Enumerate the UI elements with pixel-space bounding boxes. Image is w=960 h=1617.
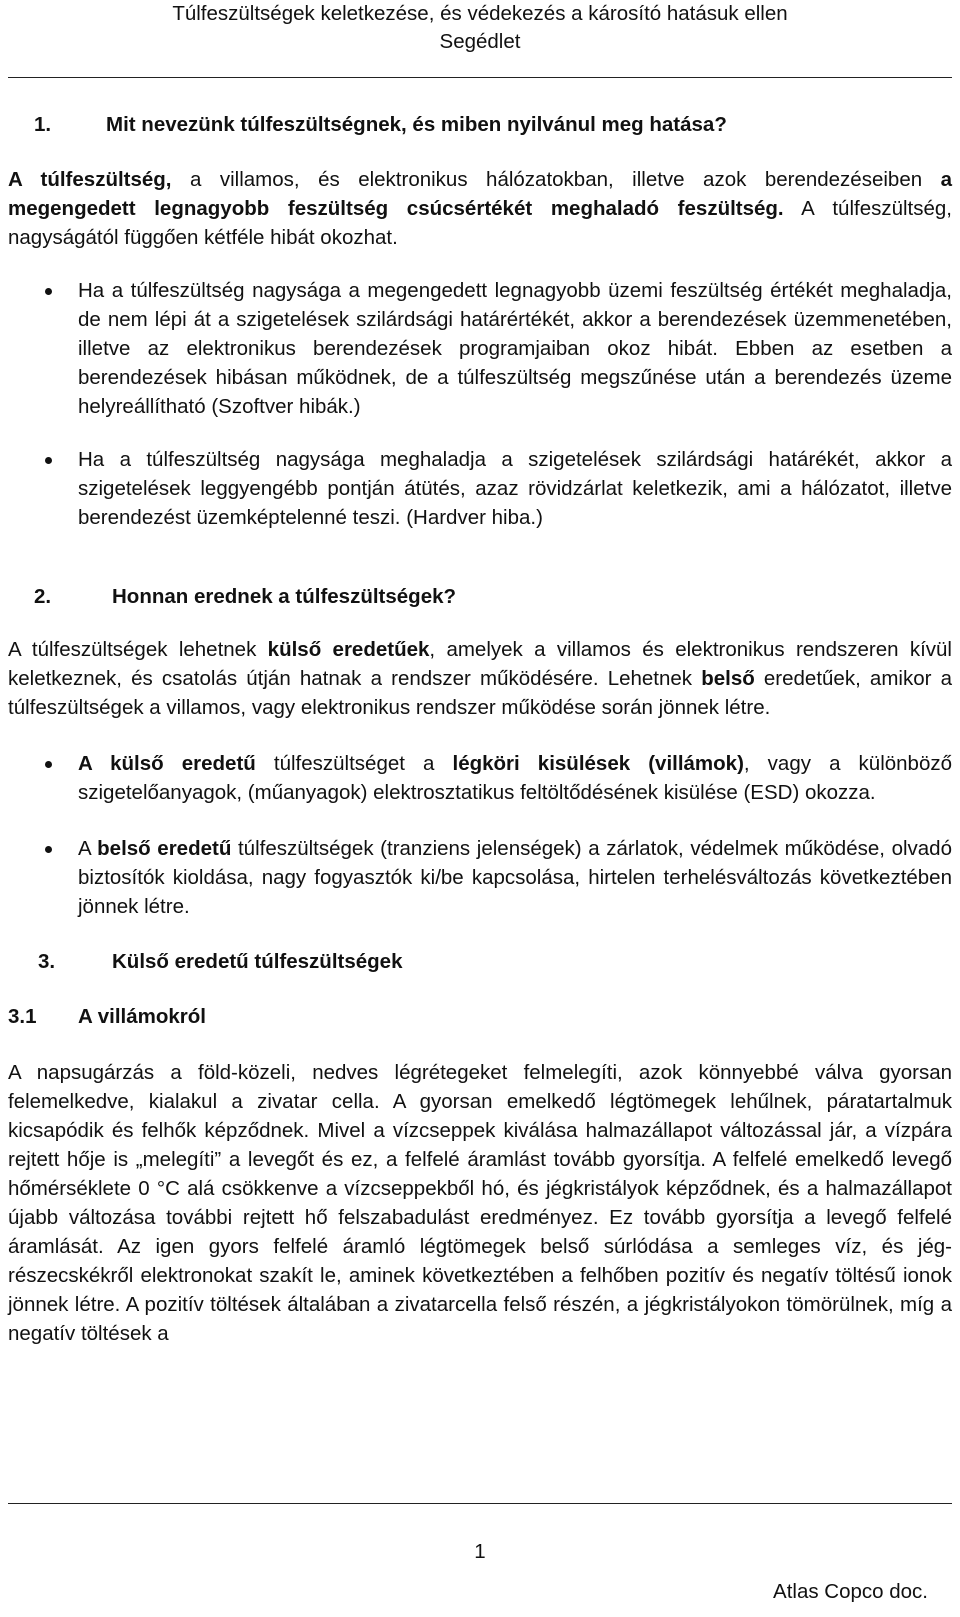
bullet-icon bbox=[8, 445, 78, 532]
bullet-icon bbox=[8, 834, 78, 921]
text: A túlfeszültség, nagyságától függően kétféle hibát okozhat. bbox=[8, 197, 953, 249]
section-2-heading bbox=[8, 582, 952, 611]
header-rule bbox=[8, 77, 952, 78]
bullet-text bbox=[78, 749, 952, 807]
bold-text: a megengedett legnagyobb feszültség csúcsértékét meghaladó feszültség. bbox=[8, 168, 952, 220]
header-title: Túlfeszültségek keletkezése, és védekezés a károsító hatásuk ellen bbox=[172, 2, 788, 25]
section-3-1-number: 3.1 bbox=[8, 1005, 37, 1028]
section-2-title: Honnan erednek a túlfeszültségek? bbox=[112, 585, 457, 608]
section-3-1-paragraph: A napsugárzás a föld-közeli, nedves légrétegeket felmelegíti, azok könnyebbé válva gyorsan felemelkedve, kialakul a zivatar cella. A gyorsan emelkedő légtömegek lehűlnek, páratartalmuk kicsapódik és felhők képződnek. Mivel a vízcseppek kiválása halmazállapot változással jár, a vízpára rejtett hője is „melegíti” a levegőt és ez, a felfelé áramlást tovább gyorsítja. A felfelé emelkedő levegő hőmérséklete 0 °C alá csökkenve a vízcseppekből hó, és jégkristályok képződnek, és a halmazállapot újabb változása további rejtett hő felszabadulást eredményez. Ez tovább gyorsítja a levegő felfelé áramlását. Az igen gyors felfelé áramló légtömegek belső súrlódása a semleges víz, és jég-részecskékről elektronokat szakít le, aminek következtében a felhőben pozitív és negatív töltésű ionok jönnek létre. A pozitív töltések általában a zivatarcella felső részén, a jégkristályokon tömörülnek, míg a negatív töltések a bbox=[8, 1061, 952, 1345]
text: túlfeszültséget a bbox=[255, 752, 453, 775]
bold-text: külső eredetűek bbox=[267, 638, 430, 661]
text: A túlfeszültségek lehetnek bbox=[8, 638, 268, 661]
section-1-title: Mit nevezünk túlfeszültségnek, és miben nyilvánul meg hatása? bbox=[106, 113, 727, 136]
section-1-number: 1. bbox=[34, 113, 52, 136]
section-3-1-title: A villámokról bbox=[78, 1005, 206, 1028]
text: , amelyek a villamos és elektronikus rendszeren kívül keletkeznek, és csatolás útján hatnak a rendszer működésére. Lehetnek bbox=[8, 638, 952, 690]
section-2-paragraph bbox=[8, 635, 952, 722]
section-2-number: 2. bbox=[34, 585, 52, 608]
section-3-title: Külső eredetű túlfeszültségek bbox=[112, 950, 403, 973]
footer-doc-label: Atlas Copco doc. bbox=[773, 1580, 928, 1603]
bullet-text: Ha a túlfeszültség nagysága a megengedett legnagyobb üzemi feszültség értékét meghaladja, de nem lépi át a szigetelések szilárdsági határértékét, akkor a berendezések üzemmenetében, illetve az elektronikus berendezések programjaiban okoz hibát. Ebben az esetben a berendezések hibásan működnek, de a túlfeszültség megszűnése után a berendezés üzeme helyreállítható (Szoftver hibák.) bbox=[78, 279, 952, 418]
bold-text: A túlfeszültség, bbox=[8, 168, 172, 191]
bold-text: belső eredetű bbox=[97, 837, 232, 860]
text: túlfeszültségek (tranziens jelenségek) a zárlatok, védelmek működése, olvadó biztosítók kioldása, nagy fogyasztók ki/be kapcsolása, hirtelen terhelésváltozás következtében jönnek létre. bbox=[78, 837, 952, 918]
bold-text: A külső eredetű bbox=[78, 752, 256, 775]
bold-text: légköri kisülések (villámok) bbox=[452, 752, 744, 775]
bullet-text: Ha a túlfeszültség nagysága meghaladja a szigetelések szilárdsági határékét, akkor a szigetelések leggyengébb pontján átütés, azaz rövidzárlat keletkezik, ami a hálózatot, illetve berendezést üzemképtelenné teszi. (Hardver hiba.) bbox=[78, 448, 952, 529]
section-3-number: 3. bbox=[38, 950, 56, 973]
text: eredetűek, amikor a túlfeszültségek a villamos, vagy elektronikus rendszer működése során jönnek létre. bbox=[8, 667, 952, 719]
page-header bbox=[0, 0, 960, 56]
section-1-paragraph bbox=[8, 165, 952, 252]
bold-text: belső bbox=[701, 667, 755, 690]
page-content bbox=[8, 110, 952, 1348]
text: A bbox=[78, 837, 98, 860]
footer-rule bbox=[8, 1503, 952, 1504]
bullet-icon bbox=[8, 749, 78, 807]
list-item bbox=[8, 445, 952, 532]
list-item bbox=[8, 834, 952, 921]
list-item bbox=[8, 749, 952, 807]
header-subtitle: Segédlet bbox=[439, 30, 521, 53]
bullet-icon bbox=[8, 276, 78, 421]
list-item bbox=[8, 276, 952, 421]
text: a villamos, és elektronikus hálózatokban, illetve azok berendezéseiben bbox=[171, 168, 941, 191]
text: , vagy a különböző szigetelőanyagok, (műanyagok) elektrosztatikus feltöltődésének kisülése (ESD) okozza. bbox=[78, 752, 953, 804]
page-number: 1 bbox=[474, 1540, 486, 1563]
bullet-text bbox=[78, 834, 952, 921]
section-3-1-heading bbox=[8, 1002, 952, 1031]
section-3-heading bbox=[8, 947, 952, 976]
section-1-heading bbox=[8, 110, 952, 139]
